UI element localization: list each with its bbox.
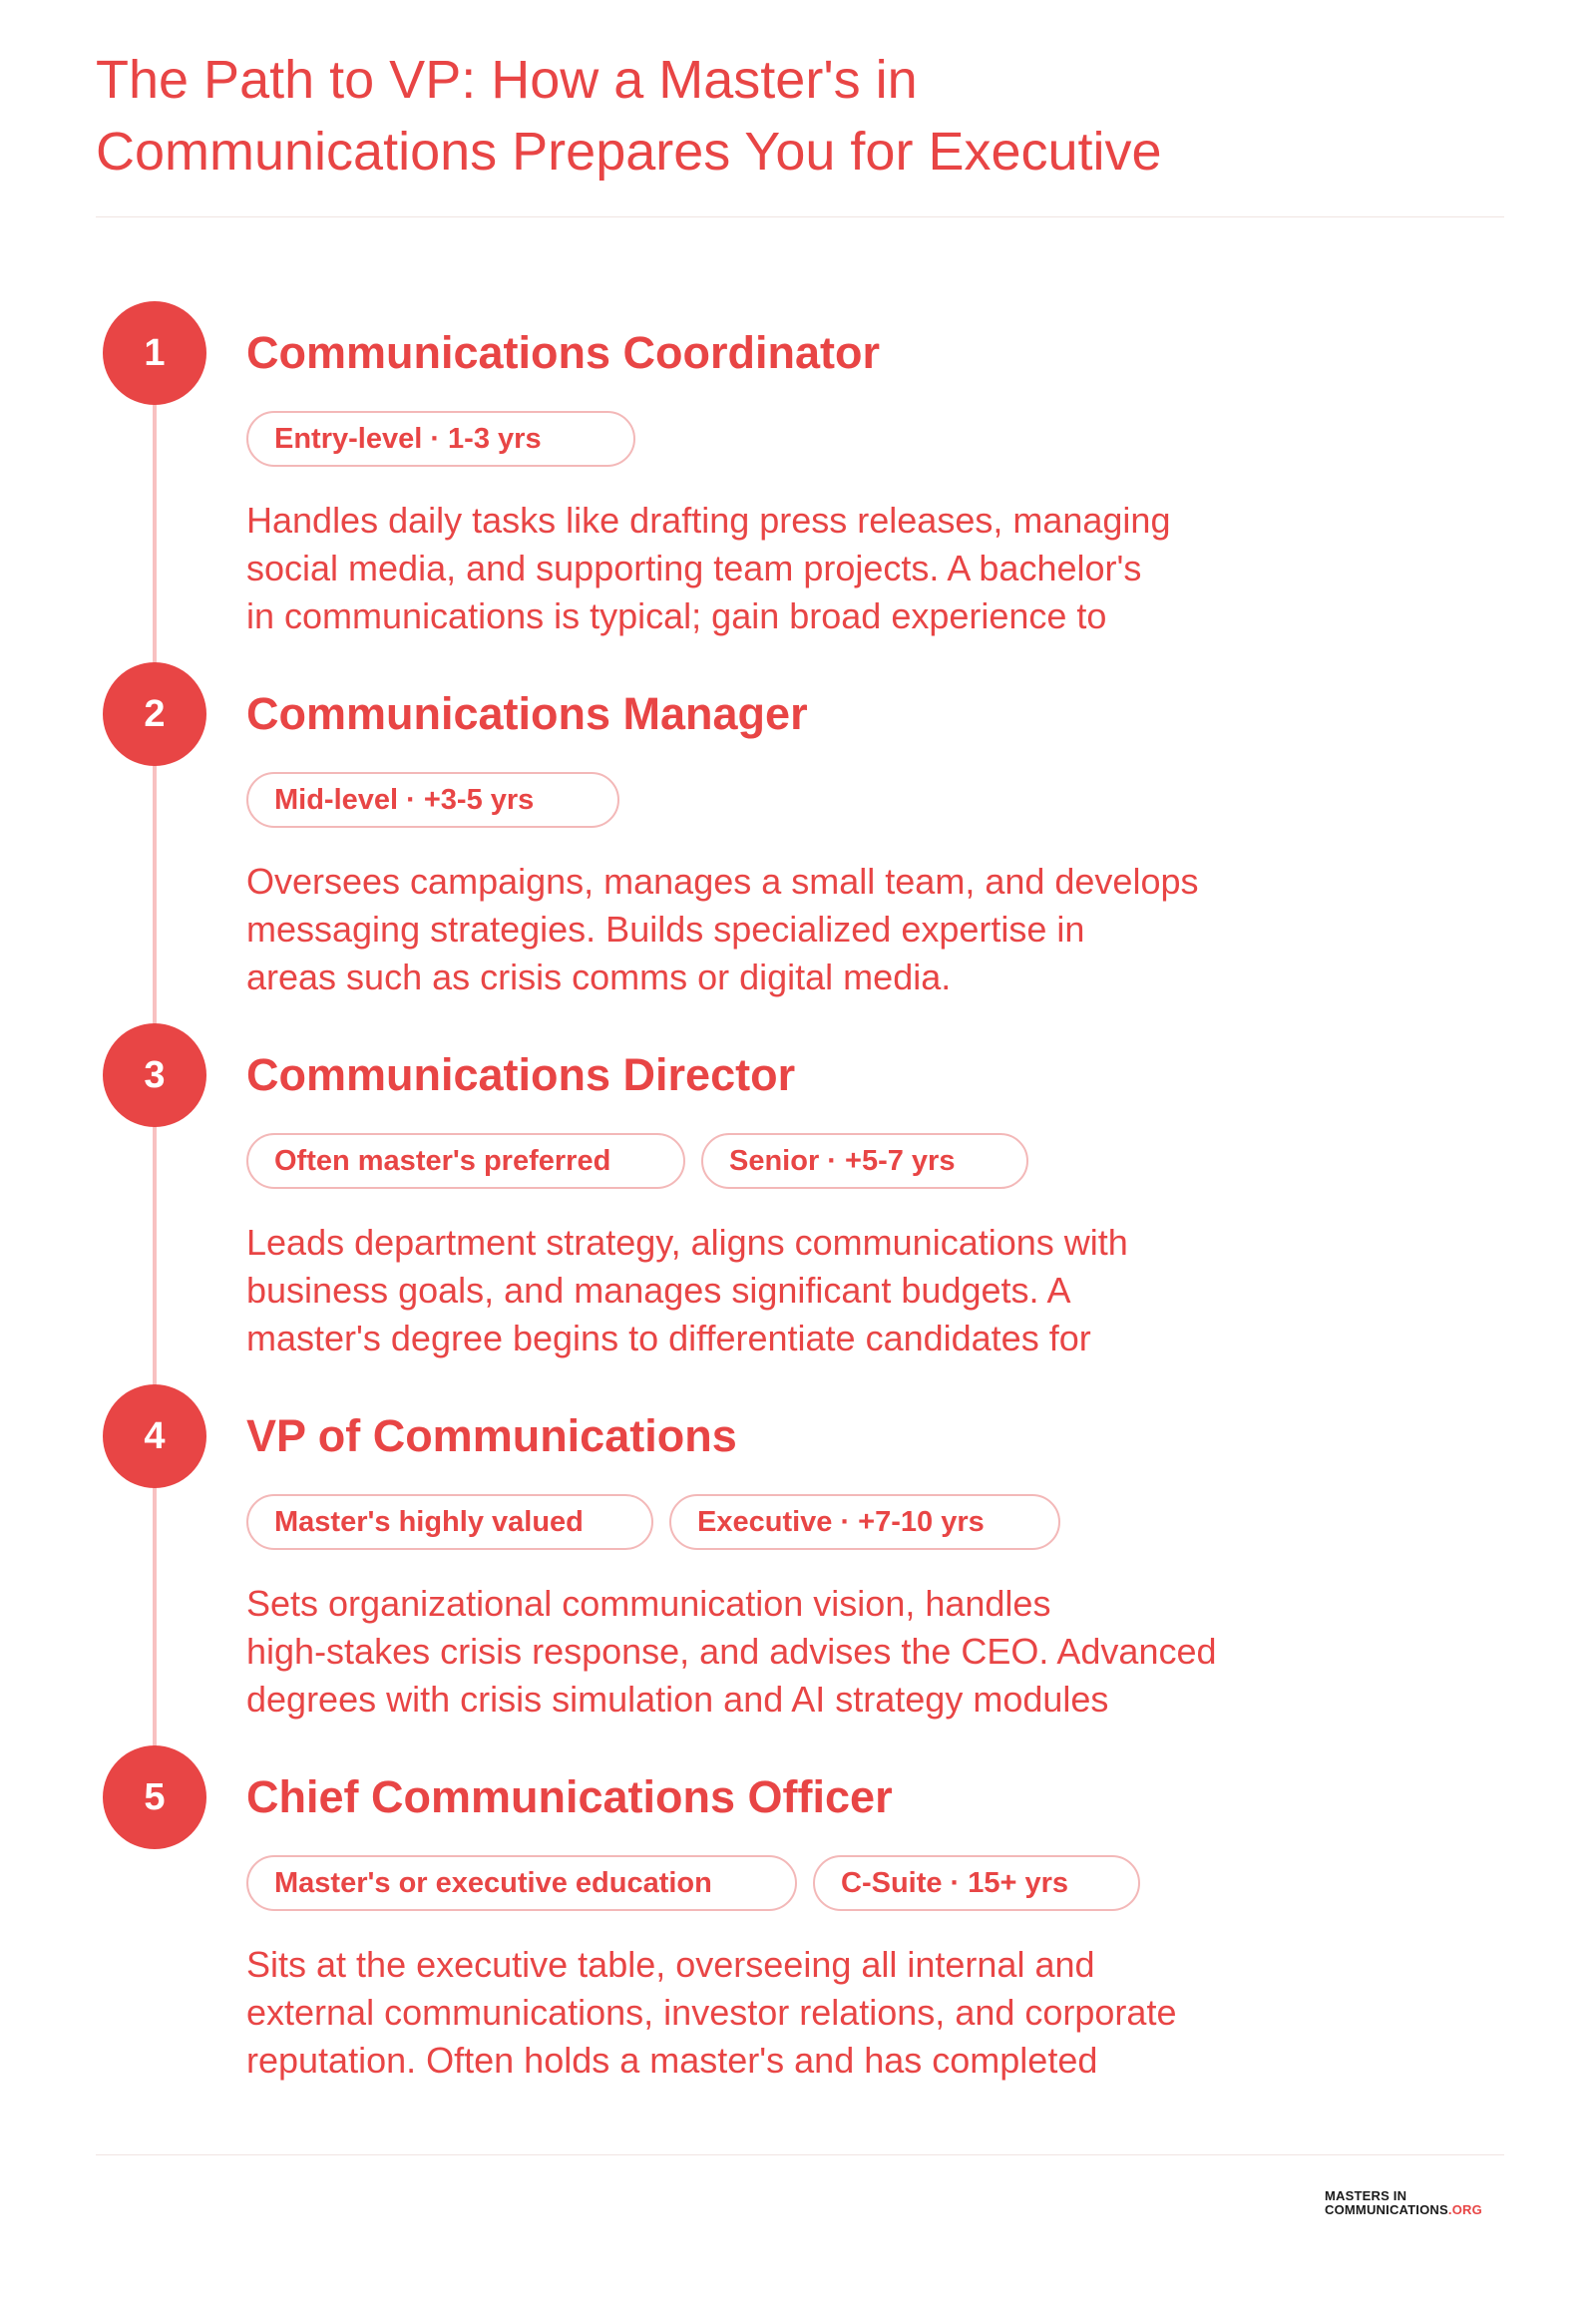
step-tag: C-Suite · 15+ yrs (813, 1855, 1140, 1911)
step-tags (246, 1494, 1060, 1550)
step-tag: Master's or executive education (246, 1855, 797, 1911)
step-number-badge: 4 (103, 1384, 206, 1488)
step-description-line: messaging strategies. Builds specialized expertise in (246, 909, 1085, 950)
step-description-line: Oversees campaigns, manages a small team, and develops (246, 861, 1199, 902)
footer-divider (96, 2154, 1504, 2155)
step-description (246, 1219, 1304, 1362)
step-description-line: Handles daily tasks like drafting press releases, managing (246, 500, 1171, 541)
step-number-badge: 3 (103, 1023, 206, 1127)
step-description (246, 1941, 1304, 2085)
logo-line-1: MASTERS IN (1325, 2188, 1407, 2203)
step-tag: Mid-level · +3-5 yrs (246, 772, 619, 828)
step-tag: Master's highly valued (246, 1494, 653, 1550)
step-title: Communications Manager (246, 688, 808, 739)
step-tags (246, 772, 619, 828)
step-description-line: social media, and supporting team projects. A bachelor's (246, 548, 1142, 588)
logo-line-2-suffix: .ORG (1447, 2202, 1482, 2217)
step-tags (246, 1133, 1028, 1189)
step-description-line: in communications is typical; gain broad experience to (246, 595, 1107, 636)
step-tags (246, 1855, 1140, 1911)
step-description-line: master's degree begins to differentiate candidates for (246, 1318, 1091, 1358)
step-description-line: business goals, and manages significant budgets. A (246, 1270, 1071, 1311)
brand-logo (1325, 2189, 1482, 2217)
step-description-line: degrees with crisis simulation and AI strategy modules (246, 1679, 1109, 1720)
step-tag: Executive · +7-10 yrs (669, 1494, 1060, 1550)
step-number-badge: 2 (103, 662, 206, 766)
step-tag: Often master's preferred (246, 1133, 685, 1189)
step-tag: Entry-level · 1-3 yrs (246, 411, 635, 467)
step-description (246, 858, 1304, 1001)
step-title: Communications Coordinator (246, 327, 881, 378)
step-tag: Senior · +5-7 yrs (701, 1133, 1028, 1189)
step-description-line: external communications, investor relations, and corporate (246, 1992, 1177, 2033)
step-description-line: Sits at the executive table, overseeing all internal and (246, 1944, 1095, 1985)
header-divider (96, 216, 1504, 217)
step-description-line: Leads department strategy, aligns communications with (246, 1222, 1128, 1263)
logo-line-2 (1325, 2203, 1482, 2217)
step-description-line: reputation. Often holds a master's and has completed (246, 2040, 1098, 2081)
step-title: VP of Communications (246, 1410, 737, 1461)
step-title: Communications Director (246, 1049, 796, 1100)
step-description-line: areas such as crisis comms or digital media. (246, 957, 952, 997)
step-description-line: Sets organizational communication vision, handles (246, 1583, 1051, 1624)
step-title: Chief Communications Officer (246, 1771, 893, 1822)
step-description (246, 1580, 1304, 1724)
page-title-line-1: The Path to VP: How a Master's in (96, 50, 918, 110)
step-tags (246, 411, 635, 467)
step-number-badge: 1 (103, 301, 206, 405)
step-description (246, 497, 1304, 640)
step-description-line: high-stakes crisis response, and advises the CEO. Advanced (246, 1631, 1217, 1672)
step-number-badge: 5 (103, 1745, 206, 1849)
logo-line-2-text: COMMUNICATIONS (1325, 2202, 1448, 2217)
page-title (96, 44, 1393, 188)
page-title-line-2: Communications Prepares You for Executive (96, 122, 1162, 182)
